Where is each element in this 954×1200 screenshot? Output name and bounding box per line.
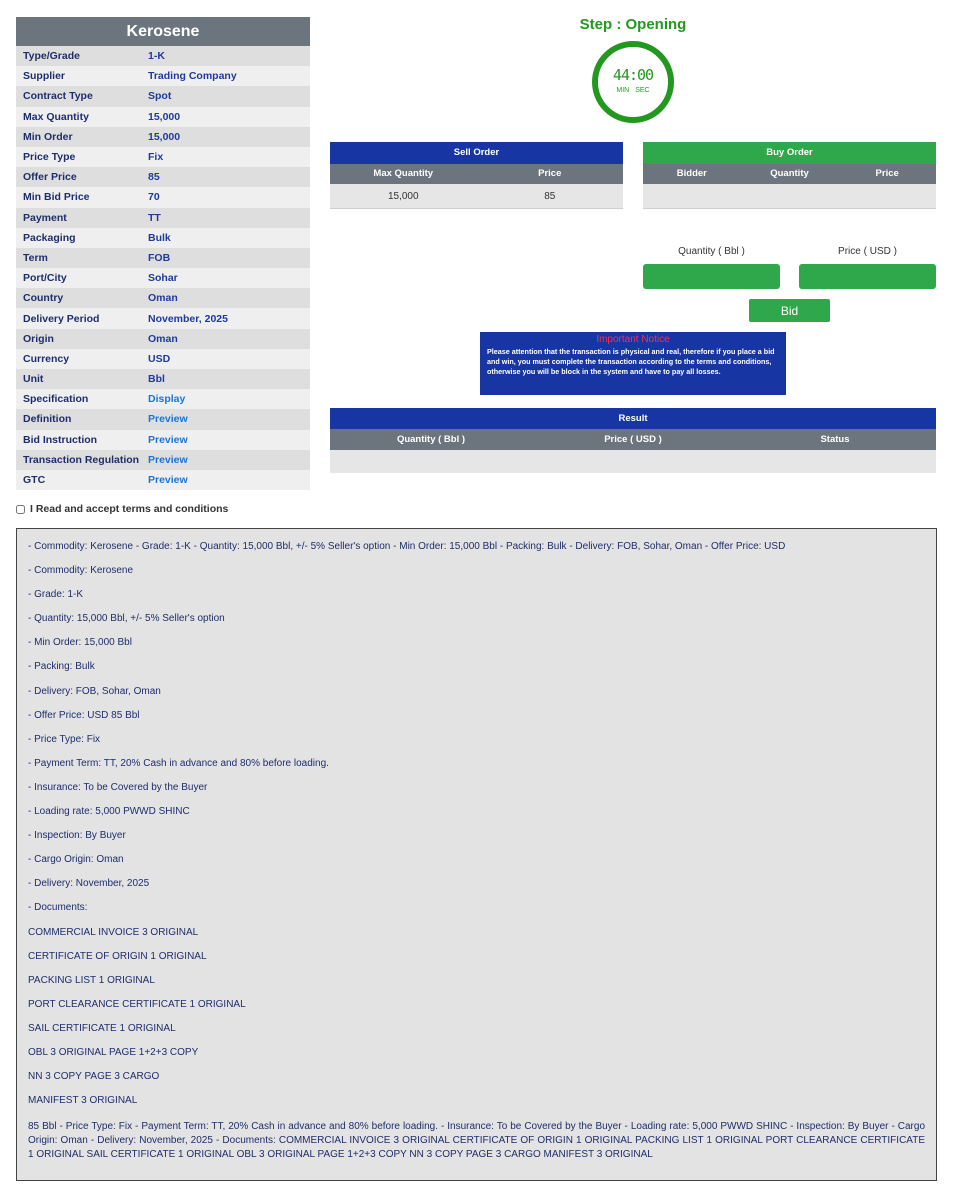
buy-order-table (643, 142, 936, 209)
spec-row (16, 369, 310, 389)
timer-min-label: MIN (616, 87, 630, 94)
description-line: - Loading rate: 5,000 PWWD SHINC (28, 806, 190, 818)
description-line: - Quantity: 15,000 Bbl, +/- 5% Seller's option (28, 613, 225, 625)
spec-value: Oman (148, 332, 178, 345)
description-line: - Commodity: Kerosene - Grade: 1-K - Quantity: 15,000 Bbl, +/- 5% Seller's option - Min Order: 15,000 Bbl - Packing: Bulk - Delivery: FOB, Sohar, Oman - Offer Price: USD (28, 541, 786, 552)
spec-value: 70 (148, 191, 160, 204)
description-line: - Delivery: November, 2025 (28, 878, 150, 890)
spec-label: Packaging (23, 231, 76, 244)
column-price: Price (875, 168, 899, 179)
spec-row (16, 208, 310, 228)
spec-row (16, 107, 310, 127)
timer-digits: 44:00 (612, 66, 654, 84)
spec-value: Oman (148, 292, 178, 305)
spec-label: Supplier (23, 70, 66, 83)
spec-row (16, 66, 310, 86)
description-line: OBL 3 ORIGINAL PAGE 1+2+3 COPY (28, 1046, 199, 1058)
spec-label: Transaction Regulation (23, 453, 140, 466)
spec-row (16, 268, 310, 288)
description-line: - Cargo Origin: Oman (28, 854, 124, 866)
spec-value: FOB (148, 251, 171, 264)
column-quantity: Quantity ( Bbl ) (396, 434, 466, 445)
spec-label: Min Bid Price (23, 191, 90, 204)
terms-accept[interactable] (16, 503, 228, 515)
description-line: PORT CLEARANCE CERTIFICATE 1 ORIGINAL (28, 998, 246, 1010)
spec-label: Delivery Period (23, 312, 100, 325)
terms-checkbox[interactable] (16, 505, 25, 514)
spec-value: Bbl (148, 373, 165, 386)
spec-row (16, 288, 310, 308)
spec-label: Type/Grade (23, 50, 80, 63)
description-box (16, 528, 937, 1181)
notice-body: Please attention that the transaction is physical and real, therefore if you place a bid and win, you must complete the transaction according to the terms and conditions, otherwise you will be block in the system and have to pay all losses. (487, 347, 775, 376)
spec-value: USD (148, 352, 171, 365)
price-label: Price ( USD ) (838, 246, 897, 257)
description-line: - Grade: 1-K (28, 589, 84, 601)
column-bidder: Bidder (676, 168, 707, 179)
spec-link[interactable]: Preview (148, 413, 188, 426)
spec-row (16, 167, 310, 187)
buy-order-title: Buy Order (643, 142, 936, 164)
spec-link[interactable]: Preview (148, 453, 188, 466)
spec-row (16, 409, 310, 429)
spec-value: 85 (148, 171, 160, 184)
spec-value: November, 2025 (148, 312, 228, 325)
spec-link[interactable]: Preview (148, 433, 188, 446)
spec-link[interactable]: Preview (148, 474, 188, 487)
description-line: - Delivery: FOB, Sohar, Oman (28, 685, 161, 697)
spec-label: Currency (23, 352, 70, 365)
spec-value: Sohar (148, 272, 178, 285)
description-line: MANIFEST 3 ORIGINAL (28, 1095, 138, 1107)
spec-row (16, 470, 310, 490)
sell-order-header (330, 164, 623, 184)
spec-value: 1-K (148, 50, 165, 63)
spec-label: Price Type (23, 151, 76, 164)
spec-label: Bid Instruction (23, 433, 98, 446)
spec-label: Contract Type (23, 90, 93, 103)
description-line: NN 3 COPY PAGE 3 CARGO (28, 1071, 160, 1083)
description-line: - Min Order: 15,000 Bbl (28, 637, 132, 649)
spec-rows (16, 46, 310, 490)
spec-value: Fix (148, 151, 164, 164)
spec-row (16, 86, 310, 106)
description-line: - Commodity: Kerosene (28, 565, 134, 577)
description-line: PACKING LIST 1 ORIGINAL (28, 974, 155, 986)
spec-value: TT (148, 211, 161, 224)
buy-order-empty-row (643, 184, 936, 209)
sell-order-row (330, 184, 623, 209)
description-paragraph: 85 Bbl - Price Type: Fix - Payment Term: TT, 20% Cash in advance and 80% before loading. - Insurance: To be Covered by the Buyer - Loading rate: 5,000 PWWD SHINC - Inspection: By Buyer - Cargo Origin: Oman - Delivery: November, 2025 - Documents: COMMERCIAL INVOICE 3 ORIGINAL CERTIFICATE OF ORIGIN 1 ORIGINAL PACKING LIST 1 ORIGINAL PORT CLEARANCE CERTIFICATE 1 ORIGINAL SAIL CERTIFICATE 1 ORIGINAL OBL 3 ORIGINAL PAGE 1+2+3 COPY NN 3 COPY PAGE 3 CARGO MANIFEST 3 ORIGINAL (28, 1121, 925, 1161)
description-line: CERTIFICATE OF ORIGIN 1 ORIGINAL (28, 950, 207, 962)
description-line: COMMERCIAL INVOICE 3 ORIGINAL (28, 926, 199, 938)
spec-row (16, 430, 310, 450)
spec-label: Payment (23, 211, 67, 224)
terms-label: I Read and accept terms and conditions (30, 503, 229, 515)
spec-value: 15,000 (148, 110, 181, 123)
column-quantity: Quantity (770, 168, 809, 179)
buy-order-header (643, 164, 936, 184)
spec-value: 15,000 (148, 130, 181, 143)
spec-row (16, 389, 310, 409)
column-max-quantity: Max Quantity (373, 168, 434, 179)
description-lines (28, 540, 925, 1118)
spec-row (16, 46, 310, 66)
description-line: - Insurance: To be Covered by the Buyer (28, 781, 208, 793)
description-line: - Packing: Bulk (28, 661, 95, 673)
product-title: Kerosene (16, 17, 310, 46)
description-line: - Offer Price: USD 85 Bbl (28, 709, 140, 721)
quantity-input[interactable] (643, 264, 780, 289)
bid-button[interactable]: Bid (749, 299, 830, 322)
result-table (330, 408, 936, 473)
description-line: - Payment Term: TT, 20% Cash in advance and 80% before loading. (28, 757, 329, 769)
spec-row (16, 329, 310, 349)
spec-row (16, 127, 310, 147)
timer-units (598, 87, 668, 94)
important-notice (480, 332, 786, 395)
spec-row (16, 228, 310, 248)
spec-value: Bulk (148, 231, 171, 244)
timer-sec-label: SEC (635, 87, 650, 94)
description-line: - Price Type: Fix (28, 733, 101, 745)
column-status: Status (820, 434, 850, 445)
spec-label: Term (23, 251, 48, 264)
spec-label: Port/City (23, 272, 67, 285)
spec-row (16, 308, 310, 328)
result-title: Result (330, 408, 936, 429)
sell-price: 85 (544, 191, 556, 202)
column-price: Price ( USD ) (604, 434, 662, 445)
spec-label: Definition (23, 413, 72, 426)
spec-row (16, 147, 310, 167)
quantity-label: Quantity ( Bbl ) (678, 246, 745, 257)
spec-link[interactable]: Display (148, 393, 186, 406)
countdown-timer (592, 41, 674, 123)
spec-label: Offer Price (23, 171, 77, 184)
description-line: - Inspection: By Buyer (28, 830, 126, 842)
spec-label: Specification (23, 393, 89, 406)
spec-row (16, 187, 310, 207)
spec-row (16, 349, 310, 369)
spec-label: Max Quantity (23, 110, 89, 123)
column-price: Price (538, 168, 562, 179)
spec-row (16, 450, 310, 470)
spec-label: Unit (23, 373, 44, 386)
sell-order-table (330, 142, 623, 209)
spec-value: Trading Company (148, 70, 237, 83)
spec-label: Origin (23, 332, 54, 345)
spec-label: GTC (23, 474, 46, 487)
description-line: SAIL CERTIFICATE 1 ORIGINAL (28, 1022, 176, 1034)
product-spec-table (16, 17, 310, 490)
spec-row (16, 248, 310, 268)
spec-label: Min Order (23, 130, 73, 143)
sell-order-title: Sell Order (330, 142, 623, 164)
sell-max-quantity: 15,000 (387, 191, 419, 202)
spec-label: Country (23, 292, 64, 305)
description-line: - Documents: (28, 902, 88, 914)
price-input[interactable] (799, 264, 936, 289)
step-status: Step : Opening (579, 16, 687, 33)
spec-value: Spot (148, 90, 172, 103)
notice-title: Important Notice (596, 334, 670, 345)
result-header (330, 429, 936, 450)
result-empty-row (330, 450, 936, 473)
